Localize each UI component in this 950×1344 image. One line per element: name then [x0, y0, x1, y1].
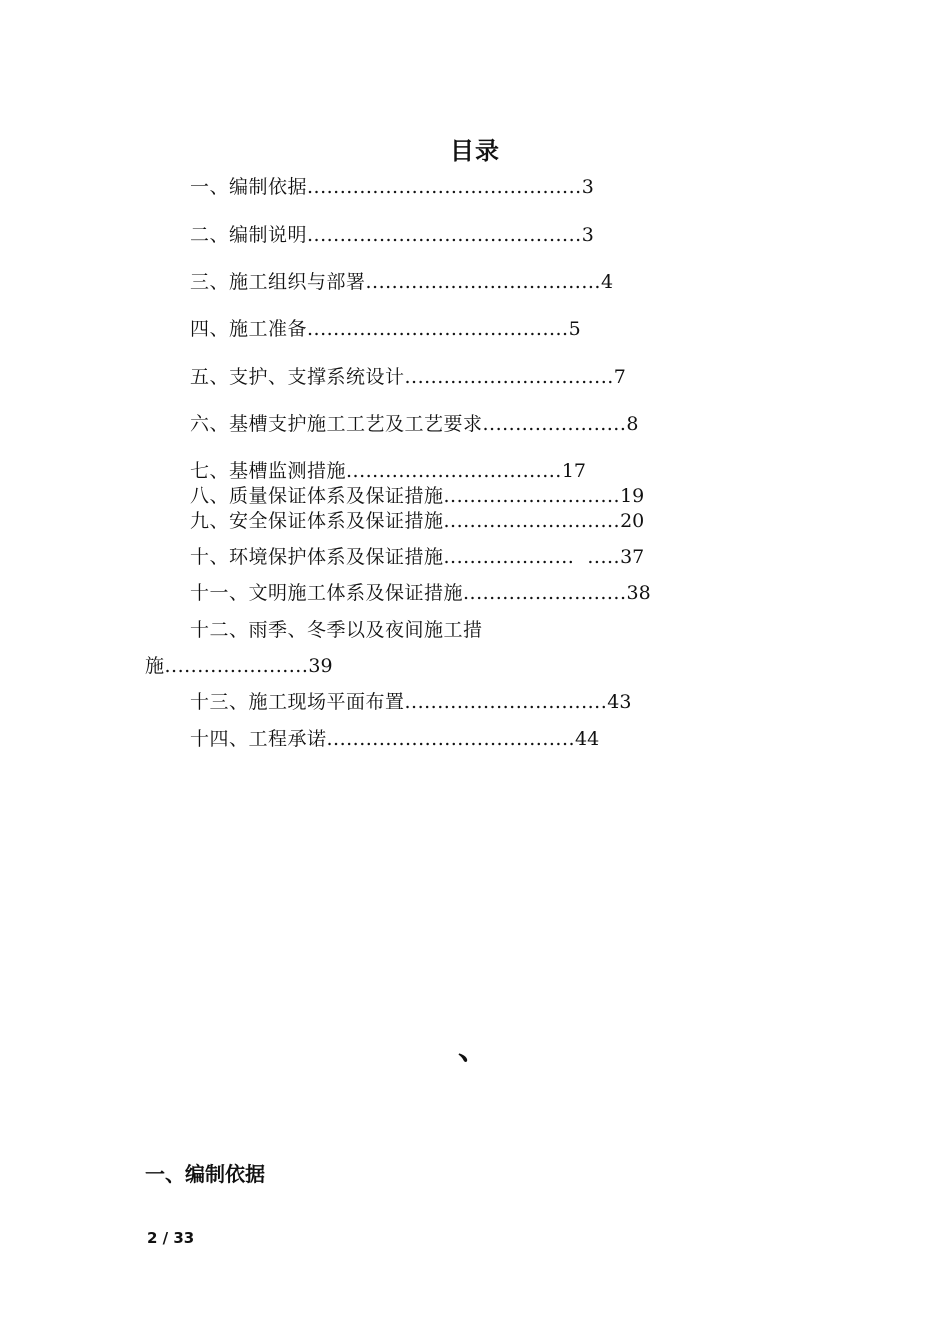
- toc-entry[interactable]: [190, 175, 594, 199]
- toc-entry-label: 五、支护、支撑系统设计: [190, 366, 405, 388]
- toc-entry-leader: ...........................: [443, 485, 621, 507]
- toc-entry-page: 3: [581, 176, 594, 198]
- toc-entry-label: 二、编制说明: [190, 224, 308, 246]
- toc-entry-page: 20: [620, 510, 645, 532]
- page-indicator: 2 / 33: [147, 1229, 195, 1247]
- toc-entry-leader: .................... .....: [443, 546, 621, 568]
- toc-entry-leader: ..........................................: [307, 176, 582, 198]
- stray-punctuation-mark: 、: [458, 1032, 488, 1067]
- toc-entry-page: 19: [620, 485, 645, 507]
- toc-entry[interactable]: [190, 690, 631, 714]
- toc-entry-leader: ...........................: [443, 510, 621, 532]
- toc-entry-page: 3: [581, 224, 594, 246]
- toc-entry-label: 十三、施工现场平面布置: [190, 691, 405, 713]
- toc-entry[interactable]: [190, 618, 483, 642]
- toc-entry-page: 17: [561, 460, 587, 482]
- toc-entry[interactable]: [190, 509, 644, 533]
- toc-entry-page: 8: [626, 413, 639, 435]
- toc-entry[interactable]: [190, 270, 613, 294]
- toc-entry[interactable]: [190, 581, 651, 605]
- toc-entry-label: 九、安全保证体系及保证措施: [190, 510, 444, 532]
- toc-entry-label: 十一、文明施工体系及保证措施: [190, 582, 464, 604]
- toc-entry-leader: ..........................................: [307, 224, 582, 246]
- toc-entry-page: 44: [575, 728, 600, 750]
- toc-entry[interactable]: [190, 484, 644, 508]
- toc-entry-page: 38: [626, 582, 651, 604]
- toc-entry-label: 六、基槽支护施工工艺及工艺要求: [190, 413, 483, 435]
- toc-entry[interactable]: [190, 459, 586, 483]
- toc-entry-label: 十四、工程承诺: [190, 728, 327, 750]
- toc-entry-page: 39: [308, 655, 333, 677]
- toc-entry-leader: ................................: [404, 366, 614, 388]
- toc-entry[interactable]: [190, 727, 599, 751]
- toc-entry-continuation[interactable]: [145, 654, 333, 678]
- toc-entry-page: 37: [620, 546, 645, 568]
- toc-entry-page: 5: [568, 318, 581, 340]
- toc-entry-leader: ......................................: [326, 728, 576, 750]
- toc-title: 目录: [450, 137, 500, 165]
- toc-entry[interactable]: [190, 365, 626, 389]
- toc-entry-leader: ......................: [482, 413, 627, 435]
- section-heading: 一、编制依据: [145, 1162, 265, 1186]
- toc-entry[interactable]: [190, 412, 638, 436]
- toc-entry-label: 四、施工准备: [190, 318, 308, 340]
- toc-entry-label: 十二、雨季、冬季以及夜间施工措: [190, 619, 483, 641]
- toc-entry-page: 43: [607, 691, 632, 713]
- toc-entry-label: 施: [145, 655, 165, 677]
- toc-entry-leader: .................................: [346, 460, 562, 482]
- toc-entry-label: 八、质量保证体系及保证措施: [190, 485, 444, 507]
- toc-entry[interactable]: [190, 317, 581, 341]
- toc-entry-label: 一、编制依据: [190, 176, 308, 198]
- toc-entry-leader: .........................: [463, 582, 627, 604]
- toc-entry[interactable]: [190, 545, 644, 569]
- toc-entry-label: 七、基槽监测措施: [190, 460, 347, 482]
- toc-entry-leader: ......................: [164, 655, 309, 677]
- toc-entry-page: 4: [600, 271, 614, 293]
- toc-entry[interactable]: [190, 223, 594, 247]
- toc-entry-label: 十、环境保护体系及保证措施: [190, 546, 444, 568]
- toc-entry-leader: ...............................: [404, 691, 608, 713]
- toc-entry-page: 7: [613, 366, 626, 388]
- toc-entry-leader: ....................................: [365, 271, 601, 293]
- toc-entry-label: 三、施工组织与部署: [190, 271, 366, 293]
- toc-entry-leader: ........................................: [307, 318, 569, 340]
